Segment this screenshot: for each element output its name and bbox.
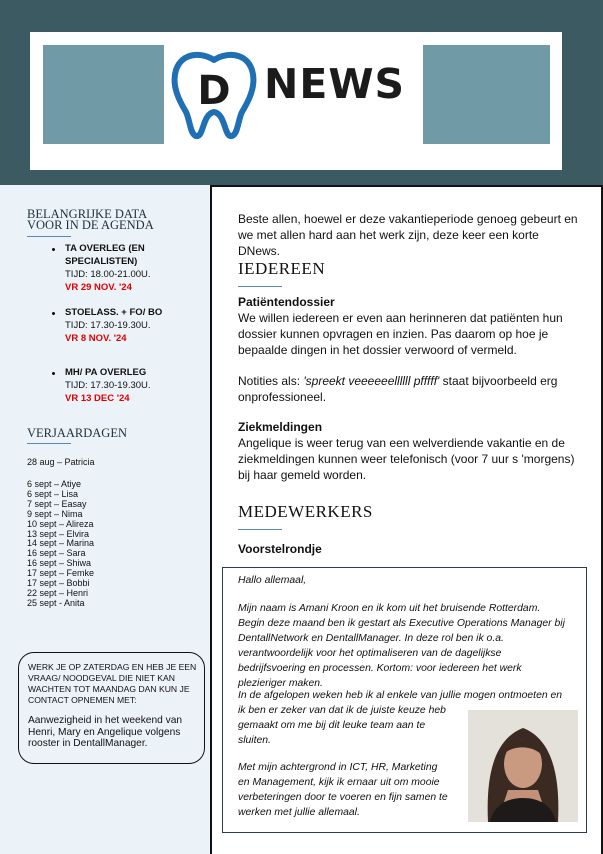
- birthday-list: [27, 480, 94, 609]
- agenda-item-date: VR 8 NOV. '24: [65, 333, 127, 344]
- logo-text: NEWS: [264, 60, 406, 108]
- notities-prefix: Notities als:: [238, 374, 304, 388]
- agenda-item-name: SPECIALISTEN): [65, 256, 138, 267]
- section-title-iedereen: IEDEREEN: [238, 259, 326, 278]
- quote-line: plezieriger maken.: [238, 678, 323, 689]
- weekend-contact-box: [18, 652, 205, 764]
- quote-line: Begin deze maand ben ik gestart als Executive Operations Manager bij: [238, 618, 565, 629]
- birthday-entry: 6 sept – Lisa: [27, 488, 79, 499]
- birthday-entry: 6 sept – Atiye: [27, 479, 82, 489]
- agenda-item-name: STOELASS. + FO/ BO: [65, 307, 163, 318]
- portrait-photo: [468, 710, 578, 822]
- quote-line: verantwoordelijk voor het optimaliseren van de dagelijkse: [238, 648, 502, 659]
- subheading-ziekmeldingen: Ziekmeldingen: [238, 420, 323, 434]
- birthday-heading: VERJAARDAGEN: [27, 426, 127, 440]
- birthday-entry: 16 sept – Shiwa: [27, 558, 92, 569]
- birthday-entry: 25 sept - Anita: [27, 597, 85, 608]
- agenda-heading-line2: VOOR IN DE AGENDA: [27, 218, 154, 232]
- section-rule: [238, 529, 282, 530]
- birthday-heading-rule: [27, 443, 71, 444]
- agenda-item-date: VR 13 DEC '24: [65, 393, 130, 404]
- birthday-entry: 22 sept – Henri: [27, 587, 89, 598]
- agenda-item-time: TIJD: 17.30-19.30U.: [65, 320, 151, 331]
- quote-greeting: Hallo allemaal,: [238, 575, 307, 586]
- bullet-icon: [52, 312, 55, 315]
- agenda-item-name: MH/ PA OVERLEG: [65, 367, 147, 378]
- quote-line: werken met jullie allemaal.: [238, 807, 360, 818]
- quote-line: gemaakt om me bij dit leuke team aan te: [238, 720, 426, 731]
- birthday-entry: 16 sept – Sara: [27, 548, 86, 559]
- agenda-item: [65, 242, 151, 294]
- weekend-contact-heading: WERK JE OP ZATERDAG EN HEB JE EEN VRAAG/ NOODGEVAL DIE NIET KAN WACHTEN TOT MAANDAG DAN KUN JE CONTACT OPNEMEN MET:: [28, 662, 197, 705]
- quote-line: sluiten.: [238, 735, 271, 746]
- birthday-entry: 17 sept – Femke: [27, 568, 95, 579]
- agenda-heading-rule: [27, 236, 71, 237]
- quote-line: In de afgelopen weken heb ik al enkele van jullie mogen ontmoeten en: [238, 690, 563, 701]
- tooth-logo-icon: [168, 50, 260, 140]
- agenda-item: [65, 306, 162, 345]
- quote-line: bedrijfsvoering en processen. Kortom: voor iedereen het werk: [238, 663, 522, 674]
- subheading-voorstelrondje: Voorstelrondje: [238, 542, 322, 556]
- quote-line: DentallNetwork en DentallManager. In deze rol ben ik o.a.: [238, 633, 504, 644]
- notities-suffix: staat bijvoorbeeld erg onprofessioneel.: [238, 374, 558, 404]
- notities-quote: 'spreekt veeeeeellllll pfffff': [303, 374, 440, 388]
- agenda-heading-line1: BELANGRIJKE DATA: [27, 207, 148, 221]
- agenda-item-date: VR 29 NOV. '24: [65, 282, 132, 293]
- quote-paragraph-3: [238, 760, 448, 820]
- intro-text: Beste allen, hoewel er deze vakantieperiode genoeg gebeurt en we met allen hard aan het werk zijn, deze keer een korte DNews.: [238, 212, 578, 258]
- quote-line: verbeteringen door te voeren en fijn samen te: [238, 792, 448, 803]
- quote-paragraph-1: [238, 601, 565, 691]
- bullet-icon: [52, 248, 55, 251]
- subheading-patientendossier: Patiëntendossier: [238, 295, 335, 309]
- agenda-item-name: TA OVERLEG (EN: [65, 243, 145, 254]
- birthday-entry: 28 aug – Patricia: [27, 457, 95, 467]
- quote-line: ik ben er zeker van dat ik de juiste keuze heb: [238, 705, 446, 716]
- paragraph-dossier: We willen iedereen er even aan herinneren dat patiënten hun dossier kunnen opvragen en inzien. Pas daarom op hoe je bepaalde dingen in het dossier verwoord of vermeld.: [238, 311, 563, 357]
- birthday-entry: 7 sept – Easay: [27, 498, 87, 509]
- agenda-item-time: TIJD: 17.30-19.30U.: [65, 380, 151, 391]
- agenda-item-time: TIJD: 18.00-21.00U.: [65, 269, 151, 280]
- section-rule: [238, 286, 282, 287]
- bullet-icon: [52, 372, 55, 375]
- paragraph-ziekmeldingen: Angelique is weer terug van een welverdiende vakantie en de ziekmeldingen kunnen weer telefonisch (voor 7 uur s 'morgens) bij haar gemeld worden.: [238, 436, 575, 482]
- quote-line: Met mijn achtergrond in ICT, HR, Marketing: [238, 762, 438, 773]
- paragraph-notities: [238, 373, 578, 405]
- birthday-entry: 10 sept – Alireza: [27, 518, 94, 529]
- birthday-entry: 17 sept – Bobbi: [27, 578, 90, 589]
- quote-line: en Management, kijk ik ernaar uit om mooie: [238, 777, 440, 788]
- quote-line: Mijn naam is Amani Kroon en ik kom uit het bruisende Rotterdam.: [238, 603, 541, 614]
- section-title-medewerkers: MEDEWERKERS: [238, 502, 373, 521]
- logo-letter: D: [197, 68, 231, 114]
- birthday-entry: 14 sept – Marina: [27, 538, 95, 549]
- agenda-item: [65, 366, 151, 405]
- birthday-entry: 13 sept – Elvira: [27, 528, 90, 539]
- weekend-contact-text: Aanwezigheid in het weekend van Henri, Mary en Angelique volgens rooster in DentallManager.: [28, 715, 183, 749]
- birthday-entry: 9 sept – Nima: [27, 508, 83, 519]
